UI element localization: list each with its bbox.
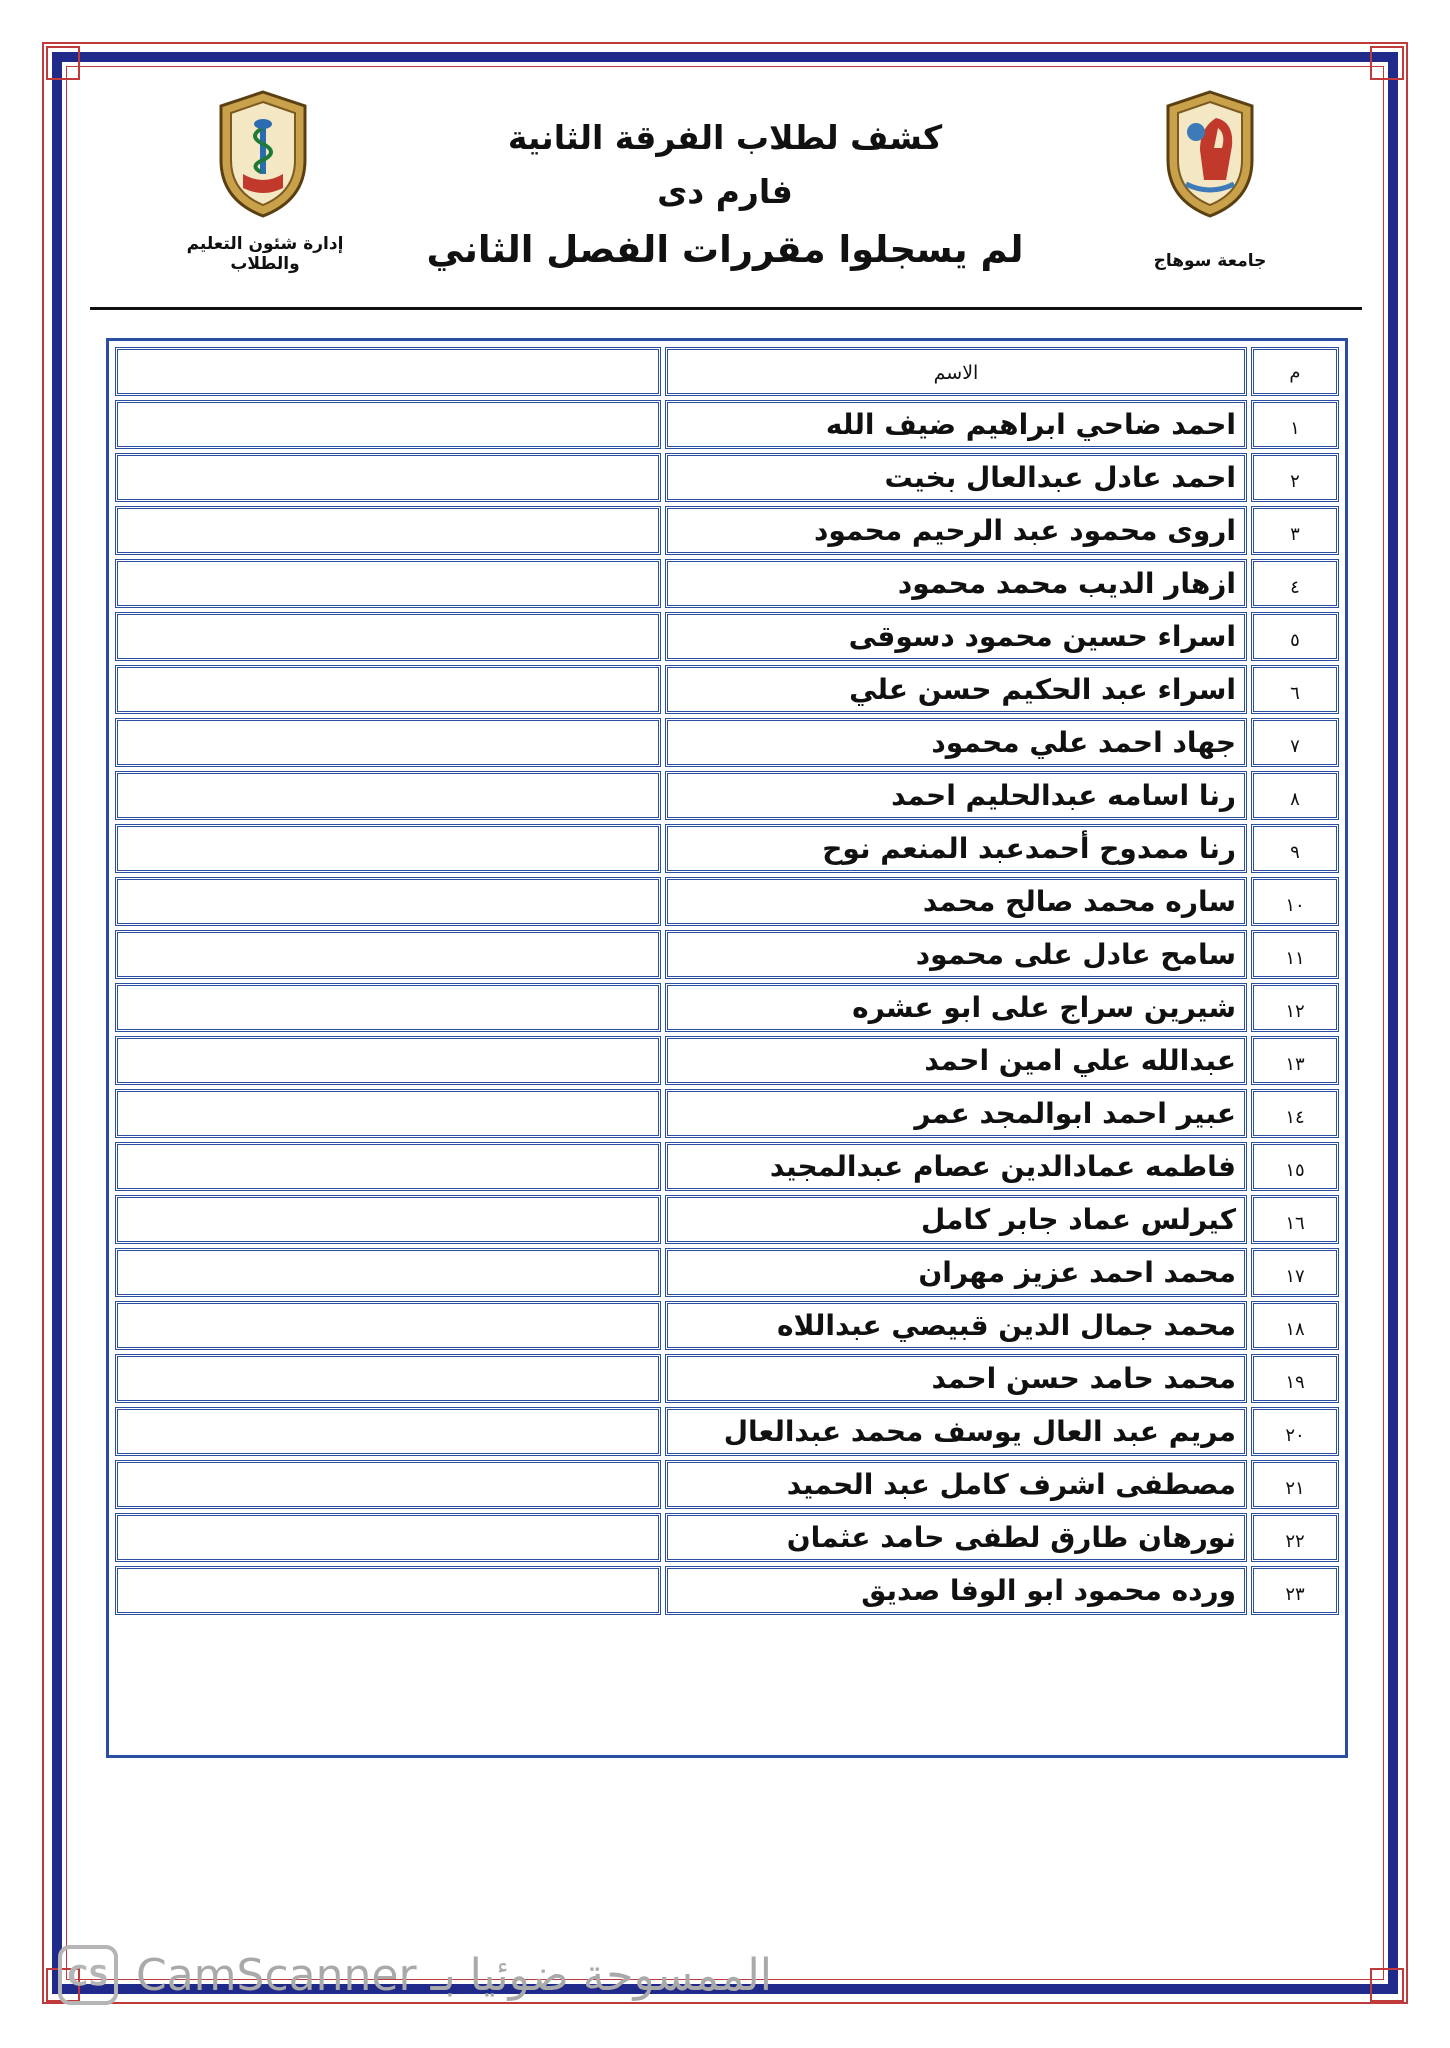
- blank-cell: [115, 612, 661, 661]
- row-number: ١٦: [1251, 1195, 1339, 1244]
- student-name: فاطمه عمادالدين عصام عبدالمجيد: [665, 1142, 1247, 1191]
- row-number: ٢٠: [1251, 1407, 1339, 1456]
- table-row: [115, 1460, 1339, 1509]
- table-row: [115, 877, 1339, 926]
- row-number: ٢٣: [1251, 1566, 1339, 1615]
- table-row: [115, 983, 1339, 1032]
- row-number: ١٧: [1251, 1248, 1339, 1297]
- table-row: [115, 718, 1339, 767]
- blank-cell: [115, 983, 661, 1032]
- row-number: ١٩: [1251, 1354, 1339, 1403]
- page-subtitle: فارم دى: [657, 172, 793, 211]
- student-name: محمد حامد حسن احمد: [665, 1354, 1247, 1403]
- faculty-of-pharmacy-emblem-icon: [213, 88, 313, 220]
- row-number: ٧: [1251, 718, 1339, 767]
- blank-cell: [115, 1460, 661, 1509]
- blank-cell: [115, 665, 661, 714]
- student-name: اسراء حسين محمود دسوقى: [665, 612, 1247, 661]
- student-name: مصطفى اشرف كامل عبد الحميد: [665, 1460, 1247, 1509]
- blank-cell: [115, 1089, 661, 1138]
- row-number: ٦: [1251, 665, 1339, 714]
- student-name: جهاد احمد علي محمود: [665, 718, 1247, 767]
- blank-cell: [115, 453, 661, 502]
- row-number: ١٨: [1251, 1301, 1339, 1350]
- blank-cell: [115, 559, 661, 608]
- table-row: [115, 1248, 1339, 1297]
- row-number: ٢١: [1251, 1460, 1339, 1509]
- blank-cell: [115, 718, 661, 767]
- blank-cell: [115, 1248, 661, 1297]
- student-name: نورهان طارق لطفى حامد عثمان: [665, 1513, 1247, 1562]
- blank-cell: [115, 824, 661, 873]
- table-row: [115, 1142, 1339, 1191]
- student-name: احمد عادل عبدالعال بخيت: [665, 453, 1247, 502]
- table-row: [115, 771, 1339, 820]
- student-name: رنا اسامه عبدالحليم احمد: [665, 771, 1247, 820]
- table-row: [115, 453, 1339, 502]
- row-number: ٩: [1251, 824, 1339, 873]
- table-row: [115, 1089, 1339, 1138]
- blank-cell: [115, 771, 661, 820]
- table-row: [115, 400, 1339, 449]
- student-name: محمد احمد عزيز مهران: [665, 1248, 1247, 1297]
- student-name: اروى محمود عبد الرحيم محمود: [665, 506, 1247, 555]
- students-table: [111, 343, 1343, 1619]
- student-name: ازهار الديب محمد محمود: [665, 559, 1247, 608]
- row-number: ٢: [1251, 453, 1339, 502]
- table-row: [115, 506, 1339, 555]
- student-name: شيرين سراج على ابو عشره: [665, 983, 1247, 1032]
- table-row: [115, 612, 1339, 661]
- scanner-watermark: [58, 1940, 838, 2010]
- blank-cell: [115, 1301, 661, 1350]
- student-name: اسراء عبد الحكيم حسن علي: [665, 665, 1247, 714]
- row-number: ١٠: [1251, 877, 1339, 926]
- blank-cell: [115, 1036, 661, 1085]
- row-number: ١١: [1251, 930, 1339, 979]
- row-number: ١٣: [1251, 1036, 1339, 1085]
- header-divider: [90, 307, 1362, 310]
- border-corner-ornament: [46, 46, 80, 80]
- blank-cell: [115, 1566, 661, 1615]
- table-row: [115, 1301, 1339, 1350]
- student-name: ساره محمد صالح محمد: [665, 877, 1247, 926]
- column-header-blank: [115, 347, 661, 396]
- blank-cell: [115, 400, 661, 449]
- table-row: [115, 1566, 1339, 1615]
- row-number: ١٢: [1251, 983, 1339, 1032]
- row-number: ١٤: [1251, 1089, 1339, 1138]
- table-row: [115, 1354, 1339, 1403]
- page-title: كشف لطلاب الفرقة الثانية: [507, 118, 943, 157]
- blank-cell: [115, 1407, 661, 1456]
- border-corner-ornament: [1370, 1968, 1404, 2002]
- student-name: محمد جمال الدين قبيصي عبداللاه: [665, 1301, 1247, 1350]
- left-logo-caption: إدارة شئون التعليم والطلاب: [186, 234, 344, 274]
- blank-cell: [115, 1195, 661, 1244]
- table-row: [115, 665, 1339, 714]
- watermark-text: CamScanner الممسوحة ضوئيا بـ: [136, 1949, 772, 2001]
- table-row: [115, 1407, 1339, 1456]
- table-row: [115, 930, 1339, 979]
- row-number: ١: [1251, 400, 1339, 449]
- border-corner-ornament: [1370, 46, 1404, 80]
- row-number: ٢٢: [1251, 1513, 1339, 1562]
- blank-cell: [115, 1142, 661, 1191]
- blank-cell: [115, 1513, 661, 1562]
- student-name: ورده محمود ابو الوفا صديق: [665, 1566, 1247, 1615]
- column-header-name: الاسم: [665, 347, 1247, 396]
- student-name: سامح عادل على محمود: [665, 930, 1247, 979]
- students-table-frame: [106, 338, 1348, 1758]
- row-number: ٥: [1251, 612, 1339, 661]
- blank-cell: [115, 877, 661, 926]
- student-name: رنا ممدوح أحمدعبد المنعم نوح: [665, 824, 1247, 873]
- camscanner-icon: CS: [58, 1945, 118, 2005]
- blank-cell: [115, 1354, 661, 1403]
- row-number: ١٥: [1251, 1142, 1339, 1191]
- sohag-university-emblem-icon: [1160, 88, 1260, 220]
- row-number: ٨: [1251, 771, 1339, 820]
- blank-cell: [115, 506, 661, 555]
- student-name: مريم عبد العال يوسف محمد عبدالعال: [665, 1407, 1247, 1456]
- student-name: احمد ضاحي ابراهيم ضيف الله: [665, 400, 1247, 449]
- page-heading: لم يسجلوا مقررات الفصل الثاني: [426, 228, 1024, 271]
- table-row: [115, 824, 1339, 873]
- right-logo-caption: جامعة سوهاج: [1153, 251, 1267, 271]
- table-row: [115, 1195, 1339, 1244]
- table-header-row: [115, 347, 1339, 396]
- student-name: عبدالله علي امين احمد: [665, 1036, 1247, 1085]
- row-number: ٣: [1251, 506, 1339, 555]
- student-name: عبير احمد ابوالمجد عمر: [665, 1089, 1247, 1138]
- table-row: [115, 1513, 1339, 1562]
- blank-cell: [115, 930, 661, 979]
- table-row: [115, 559, 1339, 608]
- table-row: [115, 1036, 1339, 1085]
- row-number: ٤: [1251, 559, 1339, 608]
- student-name: كيرلس عماد جابر كامل: [665, 1195, 1247, 1244]
- column-header-number: م: [1251, 347, 1339, 396]
